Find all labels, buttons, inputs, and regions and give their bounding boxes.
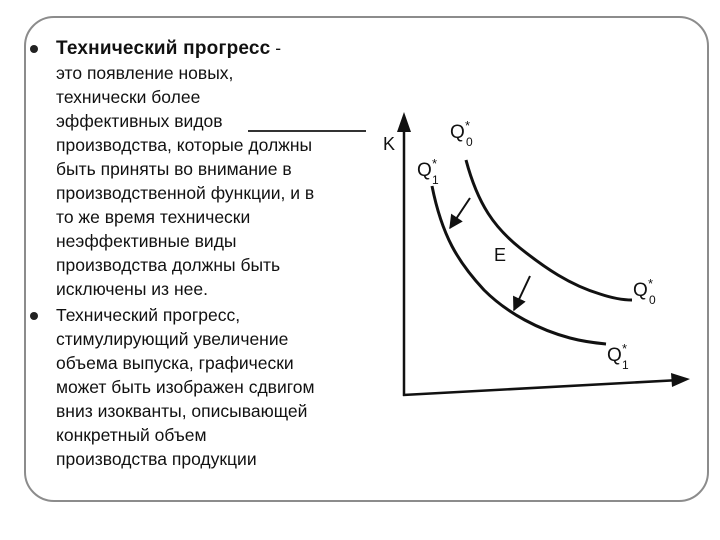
bullet-1-line: это появление новых, (56, 63, 234, 83)
label-q1-top-main: Q (417, 160, 432, 181)
isoquant-q0 (466, 160, 632, 300)
label-q1-end-sup: * (622, 341, 628, 356)
label-q0-top (450, 118, 473, 149)
label-q1-top-sup: * (432, 156, 438, 171)
label-q1-end-main: Q (607, 345, 622, 366)
label-q0-end-sup: * (648, 276, 654, 291)
bullet-1-line: быть приняты во внимание в (56, 159, 292, 179)
point-e-label: E (494, 245, 507, 265)
bullet-1-line: производства, которые должны (56, 135, 313, 155)
label-q0-end-sub: 0 (649, 293, 656, 307)
bullet-1-heading: Технический прогресс (56, 38, 271, 59)
label-q1-end-sub: 1 (622, 358, 629, 372)
bullet-1-line: то же время технически (56, 207, 251, 227)
shift-arrow-upper (450, 198, 470, 228)
bullet-2-line: конкретный объем (56, 425, 207, 445)
label-q0-top-main: Q (450, 122, 465, 143)
bullet-1-line: технически более (56, 87, 201, 107)
isoquant-q1 (432, 186, 606, 344)
x-axis (403, 380, 680, 395)
bullet-1-line: производственной функции, и в (56, 183, 315, 203)
bullet-2-line: может быть изображен сдвигом (56, 377, 315, 397)
bullet-2-line: производства продукции (56, 449, 257, 469)
bullet-2-line: Технический прогресс, (56, 305, 241, 325)
x-axis-arrow-icon (671, 373, 690, 387)
bullet-1-dash: - (270, 38, 282, 58)
y-axis-arrow-icon (397, 112, 411, 132)
bullet-1-line: эффективных видов (56, 111, 223, 131)
label-q0-end-main: Q (633, 280, 648, 301)
label-q1-top (417, 156, 439, 187)
bullet-2-line: вниз изокванты, описывающей (56, 401, 308, 421)
label-q0-top-sup: * (465, 118, 471, 133)
bullet-2-line: стимулирующий увеличение (56, 329, 289, 349)
label-q0-top-sub: 0 (466, 135, 473, 149)
bullet-2-line: объема выпуска, графически (56, 353, 294, 373)
bullet-1-line: исключены из нее. (56, 279, 208, 299)
label-q1-end (607, 341, 629, 372)
y-axis-label: K (383, 134, 396, 154)
bullet-1-line: производства должны быть (56, 255, 281, 275)
shift-arrow-lower (514, 276, 530, 310)
bullet-1-line: неэффективные виды (56, 231, 237, 251)
label-q0-end (633, 276, 656, 307)
label-q1-top-sub: 1 (432, 173, 439, 187)
